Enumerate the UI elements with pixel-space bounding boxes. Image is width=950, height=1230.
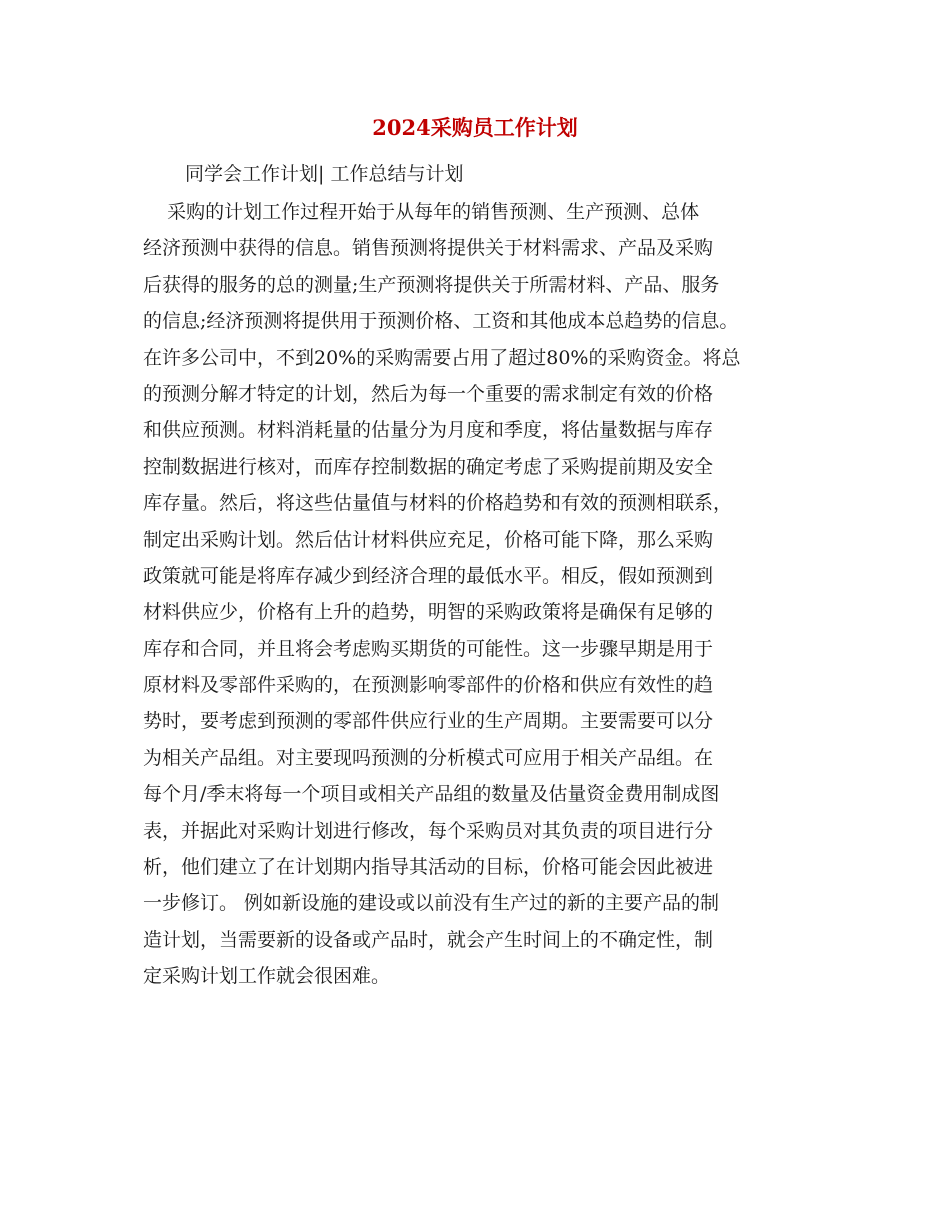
body-line: 经济预测中获得的信息。销售预测将提供关于材料需求、产品及采购 xyxy=(143,237,714,260)
body-line: 制定出采购计划。然后估计材料供应充足，价格可能下降，那么采购 xyxy=(143,528,714,551)
body-line: 库存和合同，并且将会考虑购买期货的可能性。这一步骤早期是用于 xyxy=(143,637,714,660)
body-line: 材料供应少，价格有上升的趋势，明智的采购政策将是确保有足够的 xyxy=(143,601,714,624)
body-line: 造计划，当需要新的设备或产品时，就会产生时间上的不确定性，制 xyxy=(143,928,714,951)
body-line: 后获得的服务的总的测量;生产预测将提供关于所需材料、产品、服务 xyxy=(143,273,720,296)
body-line: 定采购计划工作就会很困难。 xyxy=(143,965,391,988)
body-line: 政策就可能是将库存减少到经济合理的最低水平。相反，假如预测到 xyxy=(143,564,714,587)
body-line: 析，他们建立了在计划期内指导其活动的目标，价格可能会因此被进 xyxy=(143,856,714,879)
body-line: 的预测分解才特定的计划，然后为每一个重要的需求制定有效的价格 xyxy=(143,382,714,405)
body-line: 原材料及零部件采购的，在预测影响零部件的价格和供应有效性的趋 xyxy=(143,674,714,697)
body-line: 为相关产品组。对主要现吗预测的分析模式可应用于相关产品组。在 xyxy=(143,746,714,769)
body-line: 表，并据此对采购计划进行修改，每个采购员对其负责的项目进行分 xyxy=(143,819,714,842)
body-line: 库存量。然后，将这些估量值与材料的价格趋势和有效的预测相联系， xyxy=(143,492,733,515)
body-line: 和供应预测。材料消耗量的估量分为月度和季度，将估量数据与库存 xyxy=(143,419,714,442)
body-line: 采购的计划工作过程开始于从每年的销售预测、生产预测、总体 xyxy=(143,201,700,223)
body-line: 的信息;经济预测将提供用于预测价格、工资和其他成本总趋势的信息。 xyxy=(143,310,739,333)
document-title: 2024采购员工作计划 xyxy=(372,115,578,140)
body-line: 一步修订。 例如新设施的建设或以前没有生产过的新的主要产品的制 xyxy=(143,892,720,915)
document-body xyxy=(143,194,823,995)
body-line: 每个月/季末将每一个项目或相关产品组的数量及估量资金费用制成图 xyxy=(143,783,720,806)
document-subtitle: 同学会工作计划| 工作总结与计划 xyxy=(185,163,464,185)
body-line: 在许多公司中，不到20%的采购需要占用了超过80%的采购资金。将总 xyxy=(143,346,741,369)
body-line: 势时，要考虑到预测的零部件供应行业的生产周期。主要需要可以分 xyxy=(143,710,714,733)
body-line: 控制数据进行核对，而库存控制数据的确定考虑了采购提前期及安全 xyxy=(143,455,714,478)
